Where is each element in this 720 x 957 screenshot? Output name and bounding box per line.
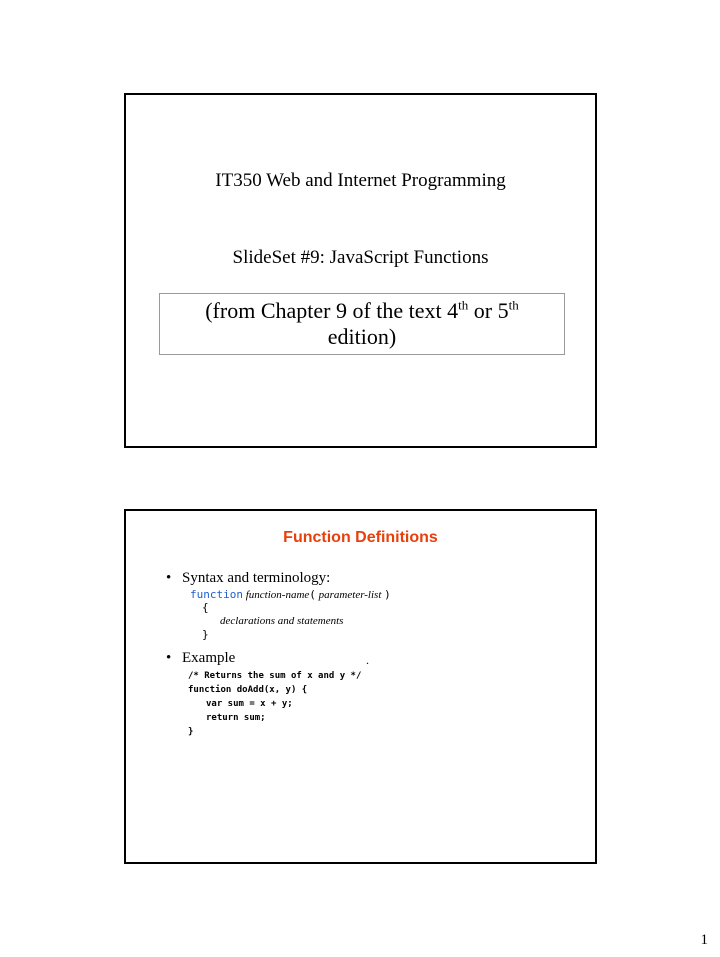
syntax-parameter-list: parameter-list	[318, 589, 382, 601]
syntax-open-paren: (	[309, 588, 316, 601]
bullet-dot-icon: •	[166, 650, 172, 666]
bullet-syntax	[166, 570, 330, 587]
chapter-note-text-1: (from Chapter 9 of the text 4	[205, 298, 459, 323]
bullet-example	[166, 650, 235, 667]
chapter-note-sup-2: th	[508, 297, 519, 313]
chapter-note-text-2: or 5	[468, 298, 509, 323]
slide-title	[124, 93, 597, 448]
bullet-example-text: Example	[182, 650, 236, 666]
bullet-syntax-text: Syntax and terminology:	[182, 570, 331, 586]
syntax-function-name: function-name	[245, 589, 310, 601]
code-line-return: return sum;	[206, 713, 266, 723]
syntax-close-paren: )	[384, 588, 391, 601]
code-line-close: }	[188, 727, 194, 737]
slide-heading: Function Definitions	[283, 529, 438, 546]
chapter-note-sup-1: th	[458, 297, 469, 313]
page-number: 1	[700, 932, 708, 948]
syntax-close-brace: }	[202, 628, 209, 641]
syntax-keyword: function	[190, 588, 243, 601]
stray-dot: .	[366, 653, 369, 667]
code-line-signature: function doAdd(x, y) {	[188, 685, 308, 695]
code-line-var: var sum = x + y;	[206, 699, 293, 709]
slideset-subtitle: SlideSet #9: JavaScript Functions	[232, 247, 489, 268]
chapter-note-box	[159, 293, 565, 355]
syntax-line-1	[190, 588, 391, 601]
chapter-note-text-3: edition)	[327, 324, 397, 349]
syntax-open-brace: {	[202, 601, 209, 614]
code-line-comment: /* Returns the sum of x and y */	[188, 671, 362, 681]
course-title: IT350 Web and Internet Programming	[215, 170, 506, 191]
syntax-body: declarations and statements	[220, 615, 344, 627]
bullet-dot-icon: •	[166, 570, 172, 586]
slide-function-definitions	[124, 509, 597, 864]
